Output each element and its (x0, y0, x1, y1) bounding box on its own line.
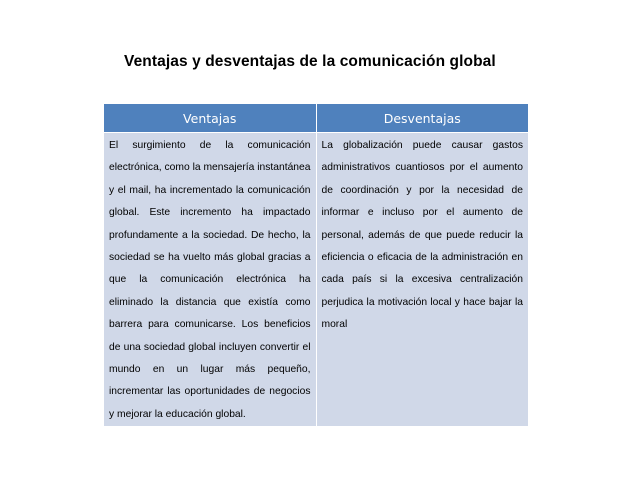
document-title: Ventajas y desventajas de la comunicación global (124, 53, 496, 70)
cell-desventajas: La globalización puede causar gastos administrativos cuantiosos por el aumento de coordinación y por la necesidad de informar e incluso por el aumento de personal, además de que puede reducir la eficiencia o eficacia de la administración en cada país si la excesiva centralización perjudica la motivación local y hace bajar la moral (316, 133, 528, 427)
table-row (104, 133, 528, 427)
header-ventajas: Ventajas (104, 104, 316, 133)
cell-ventajas: El surgimiento de la comunicación electrónica, como la mensajería instantánea y el mail, ha incrementado la comunicación global. Este incremento ha impactado profundamente a la sociedad. De hecho, la sociedad se ha vuelto más global gracias a que la comunicación electrónica ha eliminado la distancia que existía como barrera para comunicarse. Los beneficios de una sociedad global incluyen convertir el mundo en un lugar más pequeño, incrementar las oportunidades de negocios y mejorar la educación global. (104, 133, 316, 427)
header-desventajas: Desventajas (316, 104, 528, 133)
comparison-table (104, 104, 528, 426)
table-header-row (104, 104, 528, 133)
